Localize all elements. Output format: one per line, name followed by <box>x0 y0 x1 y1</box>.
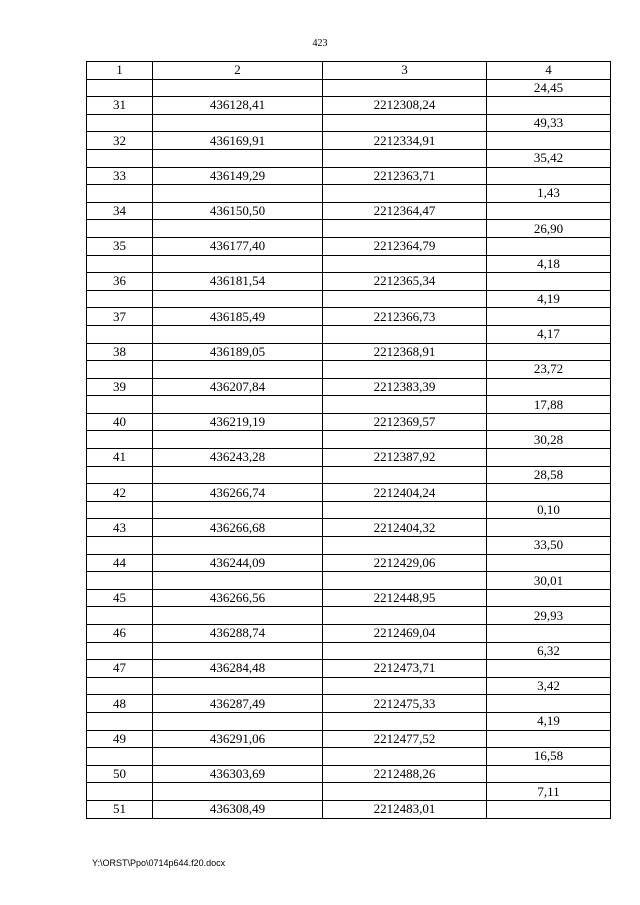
table-row <box>87 79 611 97</box>
table-row <box>87 396 611 414</box>
table-cell <box>323 290 487 308</box>
table-cell: 24,45 <box>487 79 611 97</box>
table-cell: 2212404,32 <box>323 519 487 537</box>
table-cell <box>323 79 487 97</box>
table-cell <box>323 642 487 660</box>
table-cell: 47 <box>87 660 153 678</box>
table-row <box>87 97 611 115</box>
table-cell: 2212483,01 <box>323 800 487 818</box>
table-cell <box>153 501 323 519</box>
table-cell <box>323 783 487 801</box>
table-cell <box>87 537 153 555</box>
table-cell <box>487 413 611 431</box>
table-cell: 2212477,52 <box>323 730 487 748</box>
table-cell <box>153 748 323 766</box>
table-cell <box>87 396 153 414</box>
table-cell: 43 <box>87 519 153 537</box>
column-header: 1 <box>87 62 153 80</box>
table-cell: 0,10 <box>487 501 611 519</box>
table-cell: 2212369,57 <box>323 413 487 431</box>
table-cell <box>487 378 611 396</box>
table-row <box>87 501 611 519</box>
table-cell <box>323 114 487 132</box>
table-cell: 4,18 <box>487 255 611 273</box>
table-cell: 1,43 <box>487 185 611 203</box>
table-cell: 38 <box>87 343 153 361</box>
table-cell <box>323 501 487 519</box>
table-row <box>87 361 611 379</box>
table-cell <box>153 466 323 484</box>
table-cell <box>153 572 323 590</box>
table-cell <box>87 712 153 730</box>
table-cell: 436207,84 <box>153 378 323 396</box>
table-cell: 2212366,73 <box>323 308 487 326</box>
table-cell: 2212469,04 <box>323 625 487 643</box>
table-row <box>87 712 611 730</box>
table-cell <box>153 185 323 203</box>
table-cell: 436244,09 <box>153 554 323 572</box>
table-cell <box>487 449 611 467</box>
table-cell <box>87 501 153 519</box>
table-row <box>87 466 611 484</box>
table-cell <box>153 114 323 132</box>
table-cell: 436149,29 <box>153 167 323 185</box>
table-cell <box>487 273 611 291</box>
table-row <box>87 185 611 203</box>
table-cell <box>153 537 323 555</box>
table-cell: 436128,41 <box>153 97 323 115</box>
table-cell <box>487 308 611 326</box>
table-row <box>87 255 611 273</box>
table-cell <box>87 677 153 695</box>
table-cell <box>323 185 487 203</box>
table-cell: 436291,06 <box>153 730 323 748</box>
table-row <box>87 167 611 185</box>
table-cell: 35 <box>87 237 153 255</box>
table-cell <box>487 800 611 818</box>
table-cell: 436303,69 <box>153 765 323 783</box>
table-cell: 46 <box>87 625 153 643</box>
table-cell <box>153 325 323 343</box>
table-cell: 436266,74 <box>153 484 323 502</box>
table-row <box>87 677 611 695</box>
table-cell <box>487 167 611 185</box>
table-cell: 23,72 <box>487 361 611 379</box>
column-header: 2 <box>153 62 323 80</box>
table-cell: 2212364,47 <box>323 202 487 220</box>
table-cell <box>323 325 487 343</box>
table-cell <box>153 361 323 379</box>
table-cell <box>487 132 611 150</box>
table-row <box>87 484 611 502</box>
table-cell <box>153 220 323 238</box>
table-cell: 48 <box>87 695 153 713</box>
table-cell <box>323 361 487 379</box>
table-cell <box>87 572 153 590</box>
table-cell <box>323 149 487 167</box>
table-cell: 436288,74 <box>153 625 323 643</box>
table-cell <box>323 712 487 730</box>
table-cell <box>87 79 153 97</box>
table-row <box>87 695 611 713</box>
table-cell <box>87 361 153 379</box>
table-cell <box>153 255 323 273</box>
table-cell: 42 <box>87 484 153 502</box>
page-number: 423 <box>312 38 328 49</box>
table-cell: 2212475,33 <box>323 695 487 713</box>
table-cell: 30,01 <box>487 572 611 590</box>
table-cell <box>487 202 611 220</box>
table-cell: 4,17 <box>487 325 611 343</box>
table-row <box>87 413 611 431</box>
table-cell: 436219,19 <box>153 413 323 431</box>
table-cell: 436189,05 <box>153 343 323 361</box>
table-cell: 2212363,71 <box>323 167 487 185</box>
table-row <box>87 625 611 643</box>
table-cell: 33 <box>87 167 153 185</box>
table-row <box>87 308 611 326</box>
table-cell <box>487 519 611 537</box>
table-cell <box>487 554 611 572</box>
table-cell: 2212429,06 <box>323 554 487 572</box>
column-header: 4 <box>487 62 611 80</box>
table-cell <box>153 79 323 97</box>
table-cell <box>153 642 323 660</box>
table-cell: 2212383,39 <box>323 378 487 396</box>
table-cell <box>153 783 323 801</box>
table-cell <box>153 396 323 414</box>
table-cell: 436243,28 <box>153 449 323 467</box>
table-row <box>87 660 611 678</box>
table-row <box>87 325 611 343</box>
table-cell: 436169,91 <box>153 132 323 150</box>
table-cell: 2212387,92 <box>323 449 487 467</box>
table-cell: 33,50 <box>487 537 611 555</box>
table-cell <box>487 695 611 713</box>
table-cell: 436266,56 <box>153 589 323 607</box>
table-row <box>87 572 611 590</box>
table-cell <box>87 431 153 449</box>
column-header: 3 <box>323 62 487 80</box>
table-cell: 29,93 <box>487 607 611 625</box>
table-cell <box>487 484 611 502</box>
table-cell <box>323 748 487 766</box>
table-row <box>87 220 611 238</box>
table-cell: 40 <box>87 413 153 431</box>
table-row <box>87 449 611 467</box>
table-row <box>87 642 611 660</box>
table-row <box>87 765 611 783</box>
table-cell: 436181,54 <box>153 273 323 291</box>
table-header-row <box>87 62 611 80</box>
table-row <box>87 748 611 766</box>
table-cell <box>87 325 153 343</box>
footer-file-path: Y:\ORST\Ppo\0714p644.f20.docx <box>92 858 226 868</box>
table-cell: 2212404,24 <box>323 484 487 502</box>
table-cell <box>487 589 611 607</box>
table-cell: 49,33 <box>487 114 611 132</box>
table-row <box>87 343 611 361</box>
coordinates-table <box>86 61 611 819</box>
table-cell <box>323 396 487 414</box>
table-row <box>87 202 611 220</box>
table-cell: 31 <box>87 97 153 115</box>
table-cell <box>323 537 487 555</box>
table-cell: 2212364,79 <box>323 237 487 255</box>
table-cell <box>87 114 153 132</box>
table-cell: 44 <box>87 554 153 572</box>
table-cell <box>87 783 153 801</box>
table-row <box>87 589 611 607</box>
table-cell: 2212488,26 <box>323 765 487 783</box>
table-cell <box>487 343 611 361</box>
table-cell <box>153 431 323 449</box>
table-cell: 41 <box>87 449 153 467</box>
table-cell <box>487 660 611 678</box>
table-cell <box>87 185 153 203</box>
table-cell <box>323 431 487 449</box>
table-cell <box>87 149 153 167</box>
table-row <box>87 149 611 167</box>
table-cell: 4,19 <box>487 712 611 730</box>
table-cell <box>323 572 487 590</box>
table-cell <box>153 607 323 625</box>
table-cell <box>323 220 487 238</box>
table-cell: 37 <box>87 308 153 326</box>
table-row <box>87 537 611 555</box>
table-cell <box>153 712 323 730</box>
table-cell <box>153 290 323 308</box>
table-cell: 28,58 <box>487 466 611 484</box>
table-cell <box>323 677 487 695</box>
table-row <box>87 519 611 537</box>
table-cell: 436150,50 <box>153 202 323 220</box>
table-cell <box>487 97 611 115</box>
table-cell <box>487 237 611 255</box>
table-cell: 26,90 <box>487 220 611 238</box>
table-cell <box>87 748 153 766</box>
table-cell <box>323 255 487 273</box>
table-row <box>87 800 611 818</box>
table-cell <box>323 607 487 625</box>
table-cell <box>87 220 153 238</box>
table-row <box>87 273 611 291</box>
table-cell: 436287,49 <box>153 695 323 713</box>
table-row <box>87 431 611 449</box>
table-cell: 2212308,24 <box>323 97 487 115</box>
table-cell <box>487 625 611 643</box>
table-cell <box>87 255 153 273</box>
table-row <box>87 730 611 748</box>
table-cell: 39 <box>87 378 153 396</box>
table-cell: 7,11 <box>487 783 611 801</box>
table-cell: 436308,49 <box>153 800 323 818</box>
table-cell <box>487 765 611 783</box>
table-cell: 49 <box>87 730 153 748</box>
table-cell: 51 <box>87 800 153 818</box>
table-cell <box>487 730 611 748</box>
table-cell: 17,88 <box>487 396 611 414</box>
table-row <box>87 554 611 572</box>
table-cell <box>87 642 153 660</box>
table-cell: 2212334,91 <box>323 132 487 150</box>
table-cell <box>87 290 153 308</box>
table-cell: 436266,68 <box>153 519 323 537</box>
table-cell <box>87 607 153 625</box>
table-cell: 45 <box>87 589 153 607</box>
table-cell <box>153 149 323 167</box>
table-cell: 2212473,71 <box>323 660 487 678</box>
table-cell: 4,19 <box>487 290 611 308</box>
table-body <box>87 79 611 818</box>
table-cell: 2212448,95 <box>323 589 487 607</box>
table-row <box>87 378 611 396</box>
table-row <box>87 114 611 132</box>
table-cell: 36 <box>87 273 153 291</box>
table-row <box>87 132 611 150</box>
table-cell: 35,42 <box>487 149 611 167</box>
table-row <box>87 237 611 255</box>
table-cell <box>87 466 153 484</box>
table-cell <box>323 466 487 484</box>
table-row <box>87 783 611 801</box>
table-cell: 16,58 <box>487 748 611 766</box>
table-cell: 32 <box>87 132 153 150</box>
table-cell: 3,42 <box>487 677 611 695</box>
table-cell: 34 <box>87 202 153 220</box>
table-cell: 436284,48 <box>153 660 323 678</box>
table-cell: 436177,40 <box>153 237 323 255</box>
table-cell: 30,28 <box>487 431 611 449</box>
table-row <box>87 290 611 308</box>
table-cell <box>153 677 323 695</box>
table-cell: 2212365,34 <box>323 273 487 291</box>
table-cell: 2212368,91 <box>323 343 487 361</box>
table-row <box>87 607 611 625</box>
table-cell: 436185,49 <box>153 308 323 326</box>
table-cell: 50 <box>87 765 153 783</box>
table-cell: 6,32 <box>487 642 611 660</box>
